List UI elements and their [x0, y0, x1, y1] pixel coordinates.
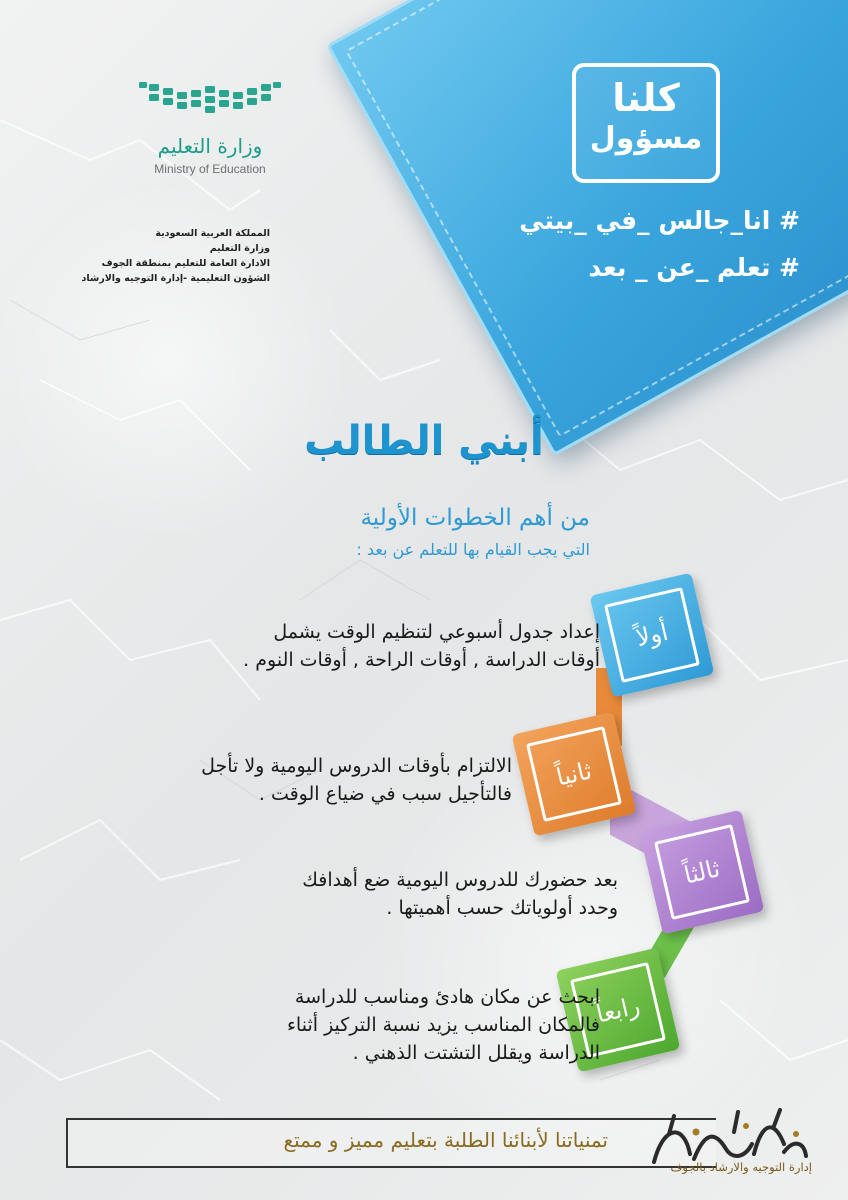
ministry-name-ar: وزارة التعليم — [157, 134, 263, 158]
step-1-line-1: إعداد جدول أسبوعي لتنظيم الوقت يشمل — [273, 621, 600, 643]
ministry-name-en: Ministry of Education — [154, 162, 266, 176]
subtitle: من أهم الخطوات الأولية — [360, 505, 590, 531]
org-line: الادارة العامة للتعليم بمنطقة الجوف — [101, 258, 270, 269]
step-3-text — [302, 866, 618, 922]
subtitle-secondary: التي يجب القيام بها للتعلم عن بعد : — [356, 540, 590, 559]
step-4-line-1: ابحث عن مكان هادئ ومناسب للدراسة — [294, 986, 600, 1008]
signature-caption: إدارة التوجيه والارشاد بالجوف — [670, 1160, 812, 1174]
step-2-label: ثانياً — [553, 756, 595, 792]
step-3-label: ثالثاً — [681, 854, 723, 890]
ministry-logo — [120, 82, 300, 176]
badge-line-2: مسؤول — [589, 121, 703, 156]
step-3-line-2: وحدد أولوياتك حسب أهميتها . — [386, 897, 618, 919]
step-1-text — [243, 618, 600, 674]
org-line: وزارة التعليم — [209, 243, 270, 254]
step-2-line-2: فالتأجيل سبب في ضياع الوقت . — [258, 783, 512, 805]
organization-lines — [10, 226, 270, 286]
step-4-text — [287, 983, 600, 1067]
hashtag-stay-home: # انا_جالس _في _بيتي — [519, 206, 800, 235]
step-1-line-2: أوقات الدراسة , أوقات الراحة , أوقات النوم . — [243, 649, 600, 671]
step-3-line-1: بعد حضورك للدروس اليومية ضع أهدافك — [302, 869, 618, 891]
campaign-badge — [572, 63, 720, 183]
step-1-badge — [590, 573, 715, 698]
step-4-line-2: فالمكان المناسب يزيد نسبة التركيز أثناء — [287, 1014, 600, 1036]
badge-line-1: كلنا — [612, 76, 680, 120]
hashtag-remote-learning: # تعلم _عن _ بعد — [588, 253, 800, 282]
org-line: الشؤون التعليمية -إدارة التوجيه والارشاد — [81, 273, 270, 284]
step-2-text — [201, 752, 512, 808]
page-title: أبني الطالب — [304, 418, 544, 464]
step-3-badge — [640, 810, 765, 935]
step-1-label: أولاً — [633, 617, 671, 653]
step-4-label: رابعاً — [593, 991, 643, 1029]
step-2-line-1: الالتزام بأوقات الدروس اليومية ولا تأجل — [201, 755, 512, 777]
footer-message: تمنياتنا لأبنائنا الطلبة بتعليم مميز و ممتع — [283, 1128, 608, 1152]
org-line: المملكة العربية السعودية — [155, 228, 270, 239]
step-4-line-3: الدراسة ويقلل التشتت الذهني . — [352, 1042, 600, 1064]
ministry-emblem-icon — [135, 82, 285, 130]
